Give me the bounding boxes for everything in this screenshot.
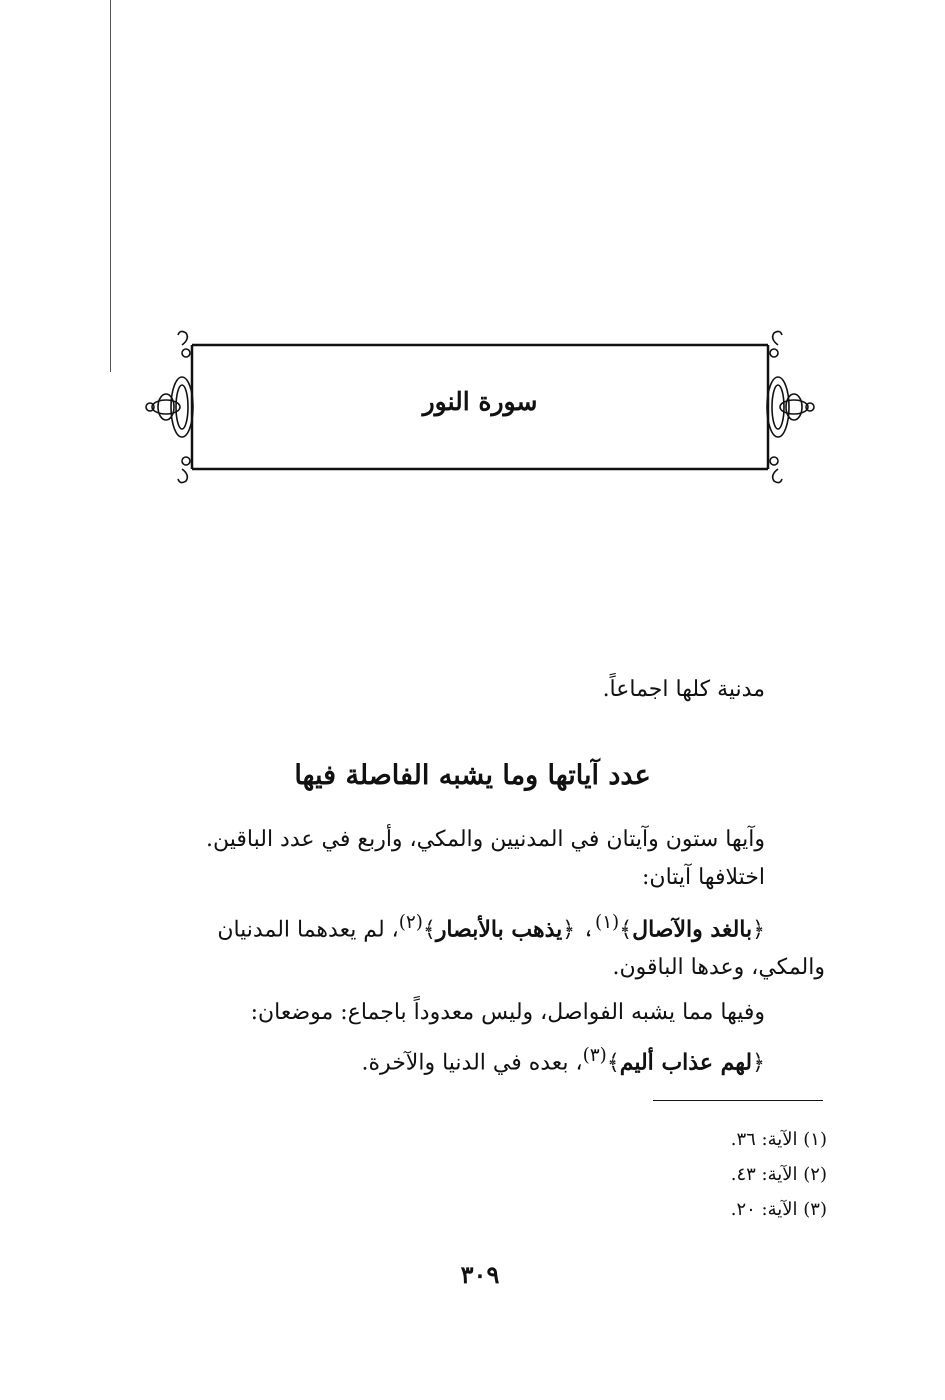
body-text: ، لم يعدهما المدنيان [217,917,399,943]
surah-title-frame [140,325,820,495]
quran-bracket-open: ﴿ [752,1050,765,1076]
quran-bracket-open: ﴿ [752,917,765,943]
surah-title: سورة النور [422,387,538,416]
quran-verse: بالغد والآصال [632,916,753,943]
body-line-5: وفيها مما يشبه الفواصل، وليس معدوداً باجماع: موضعان: [250,1000,765,1025]
quran-verse: لهم عذاب أليم [619,1049,753,1076]
footnote-separator [653,1100,823,1101]
body-line-1: وآيها ستون وآيتان في المدنيين والمكي، وأربع في عدد الباقين. [206,827,765,852]
body-line-4: والمكي، وعدها الباقون. [612,955,825,980]
footnote-1: (١) الآية: ٣٦. [730,1129,827,1150]
footnote-ref: (٢) [398,912,423,933]
quran-bracket-open: ﴿ [562,917,576,943]
section-heading: عدد آياتها وما يشبه الفاصلة فيها [294,760,651,791]
quran-bracket-close: ﴾ [422,917,436,943]
intro-text: مدنية كلها اجماعاً. [602,677,765,702]
footnote-2: (٢) الآية: ٤٣. [730,1164,827,1185]
footnote-ref: (٣) [582,1045,607,1066]
body-text: ، بعده في الدنيا والآخرة. [361,1050,583,1076]
body-line-6 [362,1041,765,1078]
separator: ، [575,917,596,943]
footnote-ref: (١) [595,912,620,933]
footnote-3: (٣) الآية: ٢٠. [730,1199,827,1220]
page-number: ٣٠٩ [460,1260,500,1289]
body-line-3 [217,908,765,945]
quran-bracket-close: ﴾ [619,917,633,943]
quran-bracket-close: ﴾ [606,1050,620,1076]
binding-line [110,0,111,372]
quran-verse: يذهب بالأبصار [435,916,563,943]
body-line-2: اختلافها آيتان: [642,865,765,890]
